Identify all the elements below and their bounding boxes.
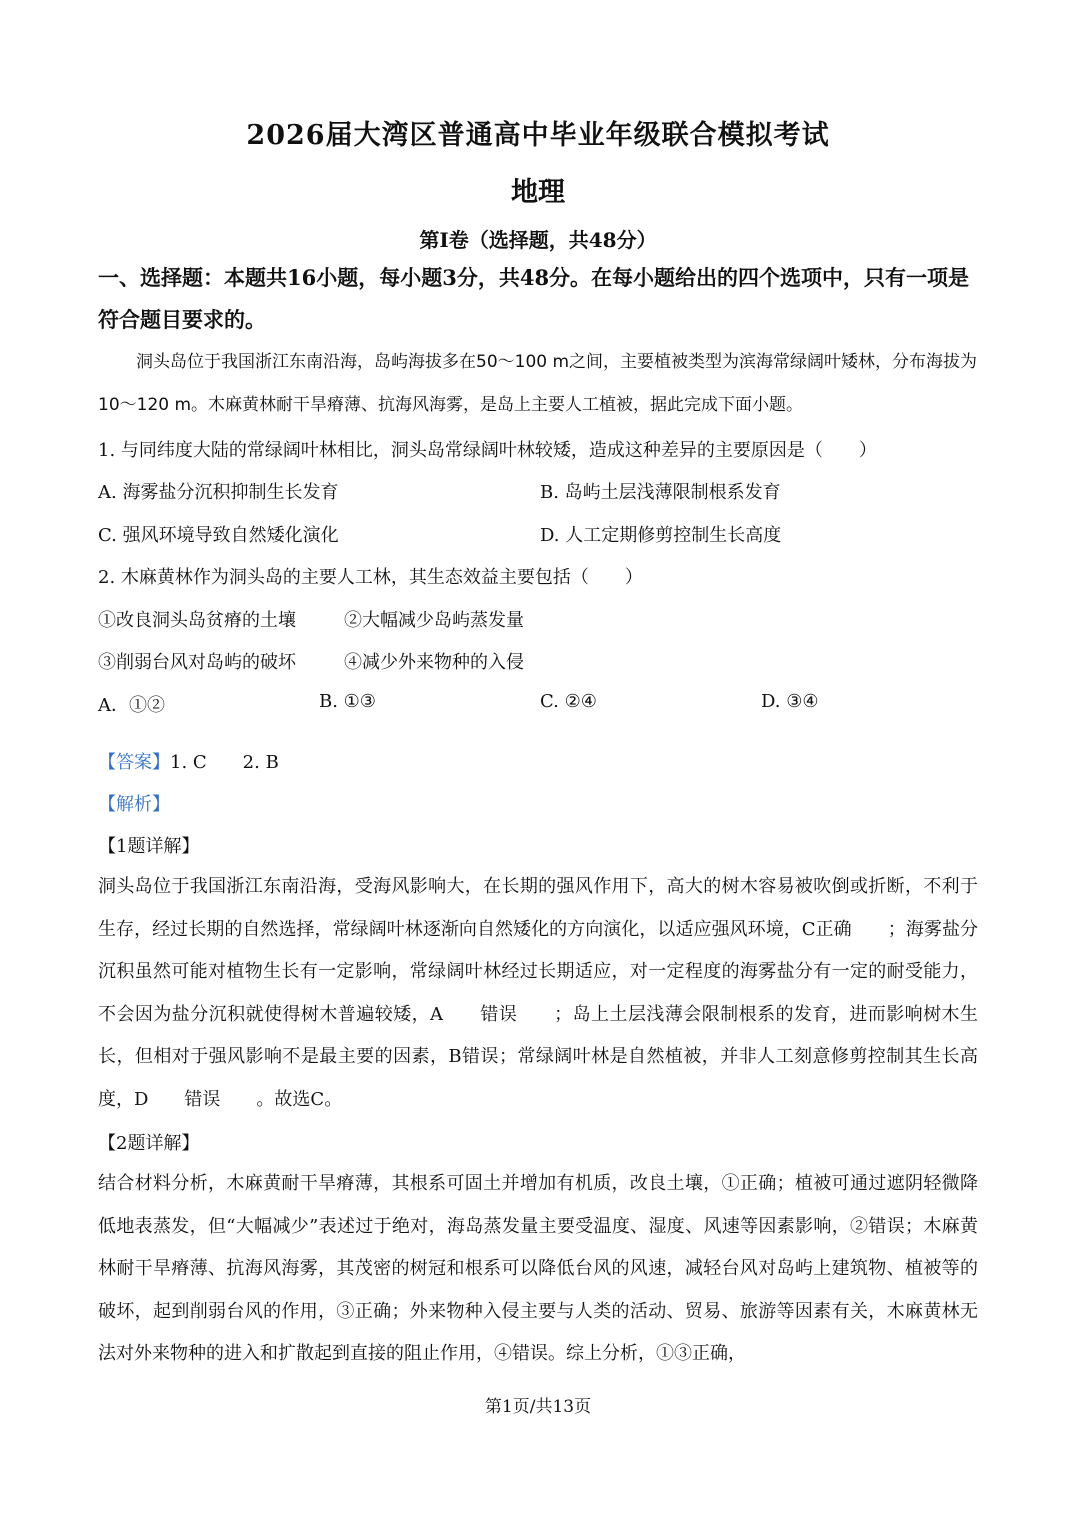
answer-label: 【答案】 [98,752,170,773]
question-1-option-b: B. 岛屿土层浅薄限制根系发育 [540,482,781,503]
detail-2-label: 【2题详解】 [98,1133,200,1154]
answer-line [98,748,279,774]
question-2-statement-3: ③削弱台风对岛屿的破坏 [98,652,296,673]
question-2-statement-1: ①改良洞头岛贫瘠的土壤 [98,610,296,631]
question-2-option-d: D. ③④ [761,691,819,712]
answer-text: 1. C 2. B [170,752,279,773]
detail-1-label: 【1题详解】 [98,836,200,857]
section-heading: 一、选择题：本题共16小题，每小题3分，共48分。在每小题给出的四个选项中，只有一项是符合题目要求的。 [98,265,970,332]
volume-title: 第Ⅰ卷（选择题，共48分） [419,228,657,252]
question-1-option-d: D. 人工定期修剪控制生长高度 [540,525,782,546]
detail-2-text: 结合材料分析，木麻黄耐干旱瘠薄，其根系可固土并增加有机质，改良土壤，①正确；植被可通过遮阴轻微降低地表蒸发，但“大幅减少”表述过于绝对，海岛蒸发量主要受温度、湿度、风速等因素影响，②错误；木麻黄林耐干旱瘠薄、抗海风海雾，其茂密的树冠和根系可以降低台风的风速，减轻台风对岛屿上建筑物、植被等的破坏，起到削弱台风的作用，③正确；外来物种入侵主要与人类的活动、贸易、旅游等因素有关，木麻黄林无法对外来物种的进入和扩散起到直接的阻止作用，④错误。综上分析，①③正确， [98,1173,978,1364]
question-1-option-a: A. 海雾盐分沉积抑制生长发育 [98,482,339,503]
analysis-label: 【解析】 [98,794,170,815]
exam-title: 2026届大湾区普通高中毕业年级联合模拟考试 [246,120,830,151]
material-text: 洞头岛位于我国浙江东南沿海，岛屿海拔多在50～100 m之间，主要植被类型为滨海常绿阔叶矮林，分布海拔为10～120 m。木麻黄林耐干旱瘠薄、抗海风海雾，是岛上主要人工植被，据此完成下面小题。 [98,352,978,415]
question-2-statement-4: ④减少外来物种的入侵 [344,652,524,673]
subject-title: 地理 [511,177,565,208]
detail-1-text: 洞头岛位于我国浙江东南沿海，受海风影响大，在长期的强风作用下，高大的树木容易被吹倒或折断，不利于生存，经过长期的自然选择，常绿阔叶林逐渐向自然矮化的方向演化，以适应强风环境，C正确 ；海雾盐分沉积虽然可能对植物生长有一定影响，常绿阔叶林经过长期适应，对一定程度的海雾盐分有一定的耐受能力，不会因为盐分沉积就使得树木普遍较矮，A 错误 ；岛上土层浅薄会限制根系的发育，进而影响树木生长，但相对于强风影响不是最主要的因素，B错误；常绿阔叶林是自然植被，并非人工刻意修剪控制其生长高度，D 错误 。故选C。 [98,876,978,1110]
question-1-stem: 1. 与同纬度大陆的常绿阔叶林相比，洞头岛常绿阔叶林较矮，造成这种差异的主要原因是（ ） [98,440,877,461]
question-2-option-b: B. ①③ [319,691,376,712]
question-2-option-a: A．①② [98,695,165,716]
question-2-option-c: C. ②④ [540,691,597,712]
question-2-stem: 2. 木麻黄林作为洞头岛的主要人工林，其生态效益主要包括（ ） [98,567,643,588]
page-number: 第1页/共13页 [484,1397,592,1417]
question-2-statement-2: ②大幅减少岛屿蒸发量 [344,610,524,631]
question-1-option-c: C. 强风环境导致自然矮化演化 [98,525,339,546]
